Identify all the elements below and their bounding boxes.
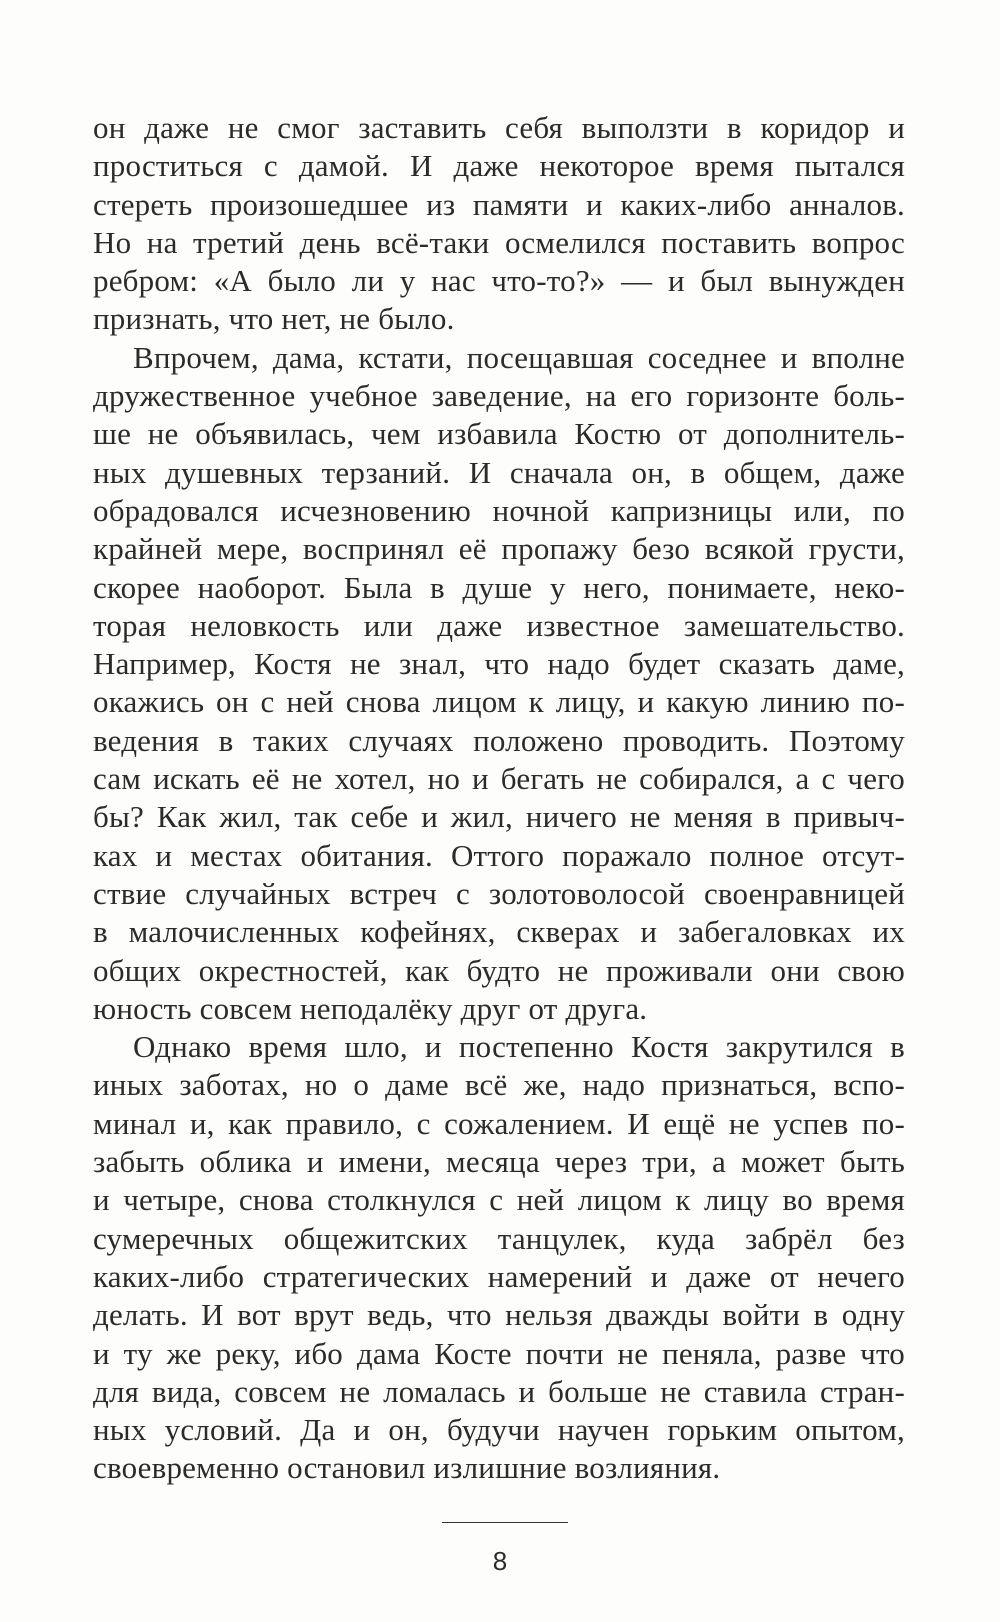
text-line: ребром: «А было ли у нас что-то?» — и был вынужден (93, 263, 905, 299)
text-line: ках и местах обитания. Оттого поражало полное отсут- (93, 837, 905, 873)
text-line: иных заботах, но о даме всё же, надо признаться, вспо- (93, 1067, 905, 1103)
text-line: признать, что нет, не было. (93, 301, 455, 337)
text-line: ных душевных терзаний. И сначала он, в общем, даже (93, 454, 905, 490)
text-line: своевременно остановил излишние возлияния. (93, 1450, 721, 1486)
text-line: бы? Как жил, так себе и жил, ничего не меняя в привыч- (93, 799, 905, 835)
text-line: сам искать её не хотел, но и бегать не собирался, а с чего (93, 761, 905, 797)
text-line: для вида, совсем не ломалась и больше не ставила стран- (93, 1373, 905, 1409)
text-line: он даже не смог заставить себя выползти в коридор и (93, 110, 905, 145)
text-line: скорее наоборот. Была в душе у него, понимаете, неко- (93, 569, 905, 605)
text-line: каких-либо стратегических намерений и даже от нечего (93, 1258, 905, 1294)
text-line: ведения в таких случаях положено проводить. Поэтому (93, 722, 905, 758)
text-line: проститься с дамой. И даже некоторое время пытался (93, 148, 905, 184)
text-line: делать. И вот врут ведь, что нельзя дважды войти в одну (93, 1297, 905, 1333)
text-line: ствие случайных встреч с золотоволосой своенравницей (93, 875, 905, 911)
text-line: окажись он с ней снова лицом к лицу, и какую линию по- (93, 684, 905, 720)
text-line: Однако время шло, и постепенно Костя закрутился в (133, 1029, 905, 1065)
text-line: ных условий. Да и он, будучи научен горьким опытом, (93, 1412, 905, 1448)
text-line: сумеречных общежитских танцулек, куда забрёл без (93, 1220, 905, 1256)
text-line: и ту же реку, ибо дама Косте почти не пеняла, разве что (93, 1335, 905, 1371)
text-line: забыть облика и имени, месяца через три, а может быть (93, 1144, 905, 1180)
page-number: 8 (492, 1546, 508, 1576)
text-line: ше не объявилась, чем избавила Костю от дополнитель- (93, 416, 905, 452)
text-line: минал и, как правило, с сожалением. И ещё не успев по- (93, 1105, 905, 1141)
text-line: торая неловкость или даже известное замешательство. (93, 607, 905, 643)
footer-divider (442, 1522, 568, 1523)
text-line: юность совсем неподалёку друг от друга. (93, 990, 648, 1026)
text-line: обрадовался исчезновению ночной капризницы или, по (93, 492, 905, 528)
body-text (93, 109, 905, 1488)
text-line: дружественное учебное заведение, на его горизонте боль- (93, 378, 905, 414)
text-line: общих окрестностей, как будто не проживали они свою (93, 952, 905, 988)
text-line: крайней мере, воспринял её пропажу безо всякой грусти, (93, 531, 905, 567)
text-line: стереть произошедшее из памяти и каких-либо анналов. (93, 186, 905, 222)
text-line: Но на третий день всё-таки осмелился поставить вопрос (93, 224, 905, 260)
text-line: в малочисленных кофейнях, скверах и забегаловках их (93, 914, 905, 950)
text-line: и четыре, снова столкнулся с ней лицом к лицу во время (93, 1182, 905, 1218)
text-line: Впрочем, дама, кстати, посещавшая соседнее и вполне (133, 339, 905, 375)
text-line: Например, Костя не знал, что надо будет сказать даме, (93, 646, 905, 682)
